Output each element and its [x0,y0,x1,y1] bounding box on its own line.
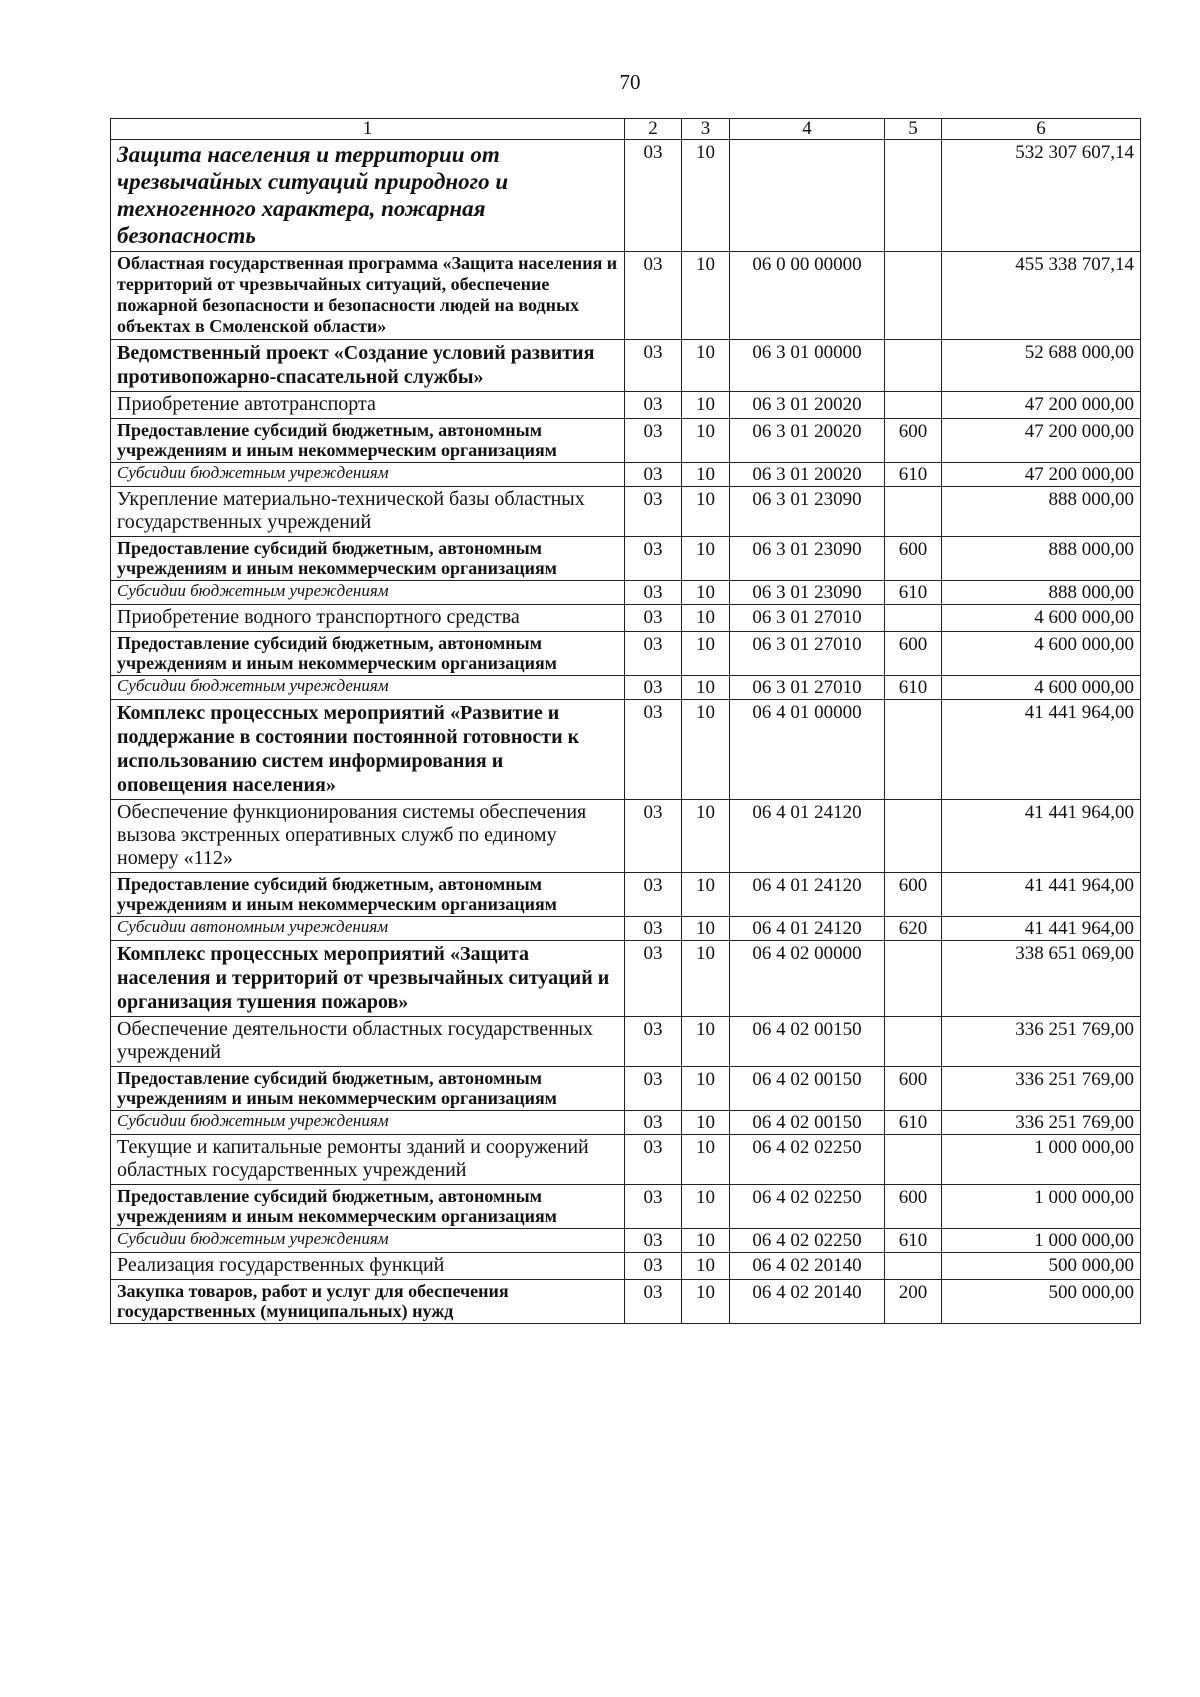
row-section-code-cell: 03 [625,676,682,700]
table-body [111,140,1141,1324]
table-row [111,676,1141,700]
row-name-cell: Текущие и капитальные ремонты зданий и сооружений областных государственных учреждений [111,1135,625,1185]
row-subsection-code-cell: 10 [682,1111,730,1135]
row-name-cell: Предоставление субсидий бюджетным, автономным учреждениям и иным некоммерческим организациям [111,873,625,917]
table-row [111,605,1141,632]
row-target-article-cell: 06 3 01 23090 [730,487,885,537]
row-amount-cell: 888 000,00 [942,537,1141,581]
table-row [111,1229,1141,1253]
row-name-cell: Укрепление материально-технической базы областных государственных учреждений [111,487,625,537]
row-section-code-cell: 03 [625,1017,682,1067]
row-section-code-cell: 03 [625,1253,682,1280]
header-cell-2: 2 [625,119,682,140]
row-name-cell: Субсидии автономным учреждениям [111,917,625,941]
row-section-code-cell: 03 [625,1067,682,1111]
table-row [111,581,1141,605]
row-name-cell: Закупка товаров, работ и услуг для обеспечения государственных (муниципальных) нужд [111,1280,625,1324]
table-row [111,941,1141,1017]
row-name-cell: Реализация государственных функций [111,1253,625,1280]
row-target-article-cell: 06 3 01 00000 [730,340,885,392]
row-section-code-cell: 03 [625,1229,682,1253]
row-expense-type-cell [885,700,942,800]
row-target-article-cell: 06 3 01 20020 [730,392,885,419]
row-name-cell: Обеспечение деятельности областных государственных учреждений [111,1017,625,1067]
row-amount-cell: 888 000,00 [942,581,1141,605]
row-target-article-cell: 06 4 02 02250 [730,1135,885,1185]
row-amount-cell: 336 251 769,00 [942,1111,1141,1135]
row-name-cell: Комплекс процессных мероприятий «Развитие и поддержание в состоянии постоянной готовности к использованию систем информирования и оповещения населения» [111,700,625,800]
row-subsection-code-cell: 10 [682,581,730,605]
row-name-cell: Предоставление субсидий бюджетным, автономным учреждениям и иным некоммерческим организациям [111,1067,625,1111]
row-expense-type-cell: 600 [885,1185,942,1229]
row-amount-cell: 1 000 000,00 [942,1229,1141,1253]
page-number: 70 [619,70,641,94]
row-expense-type-cell [885,605,942,632]
row-amount-cell: 336 251 769,00 [942,1067,1141,1111]
row-amount-cell: 41 441 964,00 [942,917,1141,941]
row-amount-cell: 532 307 607,14 [942,140,1141,252]
table-row [111,1185,1141,1229]
table-row [111,419,1141,463]
header-cell-5: 5 [885,119,942,140]
row-amount-cell: 4 600 000,00 [942,676,1141,700]
row-subsection-code-cell: 10 [682,1017,730,1067]
row-subsection-code-cell: 10 [682,1185,730,1229]
row-section-code-cell: 03 [625,632,682,676]
row-target-article-cell: 06 3 01 27010 [730,605,885,632]
row-subsection-code-cell: 10 [682,1280,730,1324]
row-amount-cell: 47 200 000,00 [942,419,1141,463]
row-expense-type-cell: 600 [885,419,942,463]
row-amount-cell: 41 441 964,00 [942,873,1141,917]
row-expense-type-cell [885,340,942,392]
row-subsection-code-cell: 10 [682,632,730,676]
row-subsection-code-cell: 10 [682,700,730,800]
row-expense-type-cell [885,1017,942,1067]
row-amount-cell: 338 651 069,00 [942,941,1141,1017]
row-section-code-cell: 03 [625,419,682,463]
row-name-cell: Субсидии бюджетным учреждениям [111,1229,625,1253]
row-expense-type-cell: 610 [885,581,942,605]
row-expense-type-cell [885,392,942,419]
row-name-cell: Приобретение автотранспорта [111,392,625,419]
row-section-code-cell: 03 [625,463,682,487]
row-target-article-cell: 06 4 02 20140 [730,1280,885,1324]
header-cell-1: 1 [111,119,625,140]
budget-table [110,118,1141,1324]
row-subsection-code-cell: 10 [682,676,730,700]
row-target-article-cell: 06 4 02 02250 [730,1185,885,1229]
row-name-cell: Ведомственный проект «Создание условий развития противопожарно-спасательной службы» [111,340,625,392]
row-expense-type-cell [885,800,942,873]
row-name-cell: Субсидии бюджетным учреждениям [111,676,625,700]
row-section-code-cell: 03 [625,392,682,419]
table-row [111,140,1141,252]
table-row [111,1280,1141,1324]
row-subsection-code-cell: 10 [682,873,730,917]
row-amount-cell: 47 200 000,00 [942,392,1141,419]
row-expense-type-cell [885,941,942,1017]
table-row [111,1111,1141,1135]
table-row [111,800,1141,873]
row-name-cell: Субсидии бюджетным учреждениям [111,581,625,605]
row-target-article-cell: 06 4 02 02250 [730,1229,885,1253]
header-cell-6: 6 [942,119,1141,140]
table-row [111,917,1141,941]
row-section-code-cell: 03 [625,252,682,340]
header-cell-4: 4 [730,119,885,140]
row-name-cell: Предоставление субсидий бюджетным, автономным учреждениям и иным некоммерческим организациям [111,1185,625,1229]
row-expense-type-cell [885,1253,942,1280]
row-subsection-code-cell: 10 [682,917,730,941]
row-expense-type-cell: 610 [885,1229,942,1253]
table-row [111,1067,1141,1111]
row-section-code-cell: 03 [625,917,682,941]
row-amount-cell: 1 000 000,00 [942,1135,1141,1185]
row-subsection-code-cell: 10 [682,463,730,487]
row-section-code-cell: 03 [625,873,682,917]
table-row [111,487,1141,537]
row-name-cell: Предоставление субсидий бюджетным, автономным учреждениям и иным некоммерческим организациям [111,537,625,581]
row-subsection-code-cell: 10 [682,252,730,340]
row-target-article-cell: 06 4 01 00000 [730,700,885,800]
row-name-cell: Субсидии бюджетным учреждениям [111,1111,625,1135]
row-section-code-cell: 03 [625,941,682,1017]
table-row [111,463,1141,487]
row-name-cell: Комплекс процессных мероприятий «Защита населения и территорий от чрезвычайных ситуаций и организация тушения пожаров» [111,941,625,1017]
row-target-article-cell: 06 3 01 20020 [730,463,885,487]
row-target-article-cell: 06 4 01 24120 [730,873,885,917]
row-amount-cell: 455 338 707,14 [942,252,1141,340]
row-amount-cell: 500 000,00 [942,1253,1141,1280]
row-name-cell: Защита населения и территории от чрезвычайных ситуаций природного и техногенного характера, пожарная безопасность [111,140,625,252]
row-section-code-cell: 03 [625,1135,682,1185]
row-section-code-cell: 03 [625,537,682,581]
row-amount-cell: 4 600 000,00 [942,632,1141,676]
row-section-code-cell: 03 [625,581,682,605]
row-target-article-cell: 06 3 01 23090 [730,581,885,605]
row-amount-cell: 47 200 000,00 [942,463,1141,487]
row-name-cell: Обеспечение функционирования системы обеспечения вызова экстренных оперативных служб по единому номеру «112» [111,800,625,873]
row-section-code-cell: 03 [625,487,682,537]
row-target-article-cell: 06 3 01 27010 [730,632,885,676]
row-target-article-cell [730,140,885,252]
row-expense-type-cell [885,140,942,252]
table-row [111,873,1141,917]
row-target-article-cell: 06 4 01 24120 [730,800,885,873]
row-subsection-code-cell: 10 [682,1067,730,1111]
row-amount-cell: 41 441 964,00 [942,800,1141,873]
row-expense-type-cell: 610 [885,463,942,487]
row-subsection-code-cell: 10 [682,1229,730,1253]
row-expense-type-cell: 600 [885,632,942,676]
row-target-article-cell: 06 4 01 24120 [730,917,885,941]
row-subsection-code-cell: 10 [682,1135,730,1185]
row-subsection-code-cell: 10 [682,419,730,463]
row-section-code-cell: 03 [625,605,682,632]
row-section-code-cell: 03 [625,1111,682,1135]
row-expense-type-cell: 600 [885,1067,942,1111]
row-subsection-code-cell: 10 [682,941,730,1017]
row-subsection-code-cell: 10 [682,340,730,392]
row-subsection-code-cell: 10 [682,605,730,632]
row-amount-cell: 1 000 000,00 [942,1185,1141,1229]
row-expense-type-cell: 610 [885,676,942,700]
row-target-article-cell: 06 3 01 27010 [730,676,885,700]
row-target-article-cell: 06 0 00 00000 [730,252,885,340]
row-subsection-code-cell: 10 [682,1253,730,1280]
row-target-article-cell: 06 3 01 23090 [730,537,885,581]
row-section-code-cell: 03 [625,700,682,800]
row-target-article-cell: 06 4 02 00150 [730,1111,885,1135]
row-name-cell: Приобретение водного транспортного средства [111,605,625,632]
row-subsection-code-cell: 10 [682,800,730,873]
row-target-article-cell: 06 4 02 20140 [730,1253,885,1280]
row-target-article-cell: 06 3 01 20020 [730,419,885,463]
row-section-code-cell: 03 [625,340,682,392]
header-row [111,119,1141,140]
table-row [111,392,1141,419]
row-expense-type-cell: 600 [885,873,942,917]
row-amount-cell: 4 600 000,00 [942,605,1141,632]
table-row [111,1253,1141,1280]
table-row [111,537,1141,581]
row-amount-cell: 336 251 769,00 [942,1017,1141,1067]
row-section-code-cell: 03 [625,1280,682,1324]
row-target-article-cell: 06 4 02 00150 [730,1067,885,1111]
row-section-code-cell: 03 [625,800,682,873]
row-amount-cell: 52 688 000,00 [942,340,1141,392]
row-expense-type-cell: 600 [885,537,942,581]
row-expense-type-cell: 620 [885,917,942,941]
row-amount-cell: 41 441 964,00 [942,700,1141,800]
row-section-code-cell: 03 [625,1185,682,1229]
row-name-cell: Субсидии бюджетным учреждениям [111,463,625,487]
row-expense-type-cell [885,487,942,537]
row-subsection-code-cell: 10 [682,140,730,252]
row-target-article-cell: 06 4 02 00000 [730,941,885,1017]
table-row [111,632,1141,676]
row-subsection-code-cell: 10 [682,487,730,537]
row-name-cell: Предоставление субсидий бюджетным, автономным учреждениям и иным некоммерческим организациям [111,419,625,463]
row-subsection-code-cell: 10 [682,537,730,581]
row-expense-type-cell [885,252,942,340]
row-expense-type-cell: 610 [885,1111,942,1135]
row-amount-cell: 500 000,00 [942,1280,1141,1324]
header-cell-3: 3 [682,119,730,140]
row-section-code-cell: 03 [625,140,682,252]
row-expense-type-cell: 200 [885,1280,942,1324]
table-row [111,252,1141,340]
table-row [111,1017,1141,1067]
table-row [111,340,1141,392]
row-target-article-cell: 06 4 02 00150 [730,1017,885,1067]
table-row [111,700,1141,800]
row-subsection-code-cell: 10 [682,392,730,419]
row-expense-type-cell [885,1135,942,1185]
row-name-cell: Предоставление субсидий бюджетным, автономным учреждениям и иным некоммерческим организациям [111,632,625,676]
table-row [111,1135,1141,1185]
row-amount-cell: 888 000,00 [942,487,1141,537]
row-name-cell: Областная государственная программа «Защита населения и территорий от чрезвычайных ситуаций, обеспечение пожарной безопасности и безопасности людей на водных объектах в Смоленской области» [111,252,625,340]
